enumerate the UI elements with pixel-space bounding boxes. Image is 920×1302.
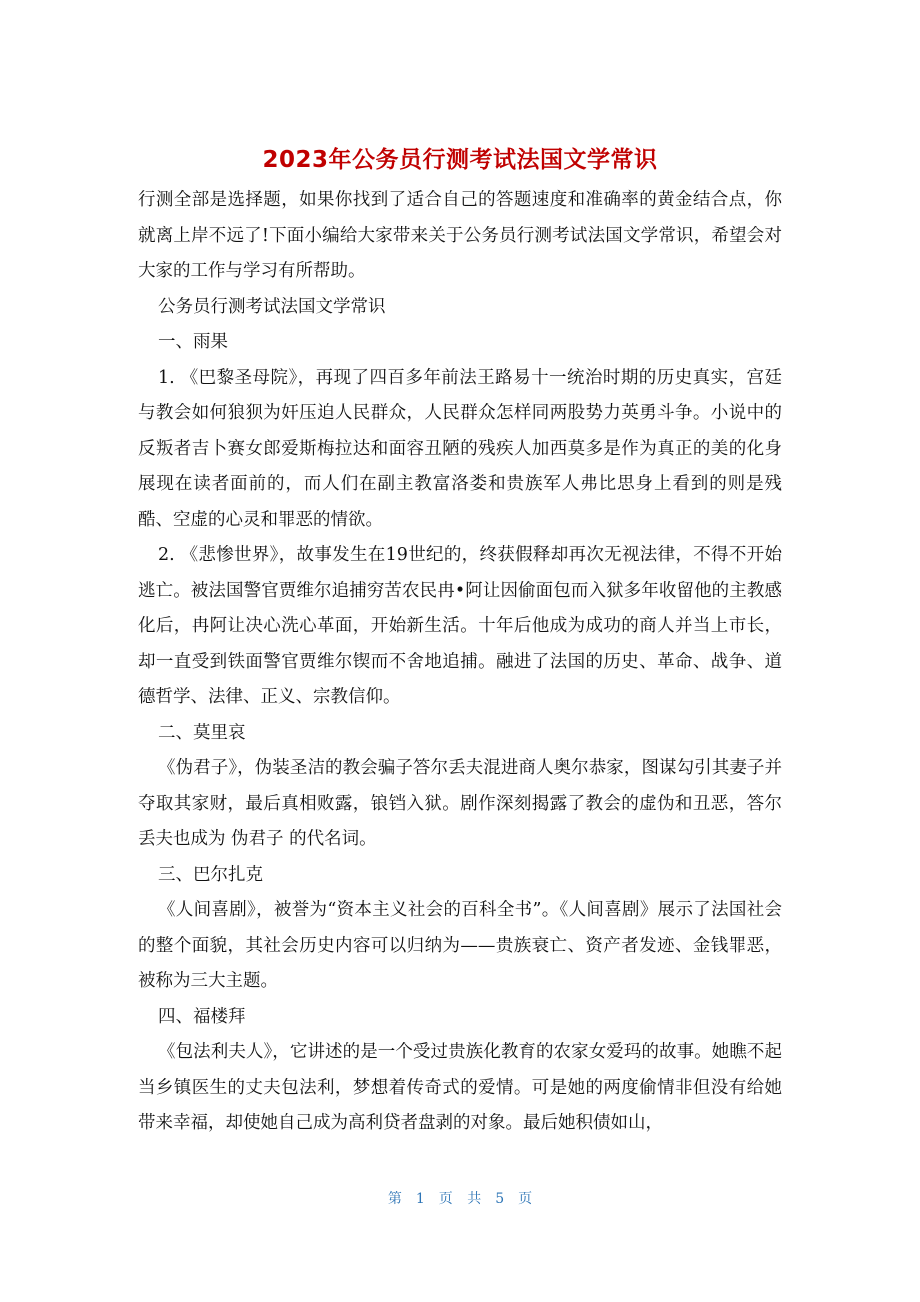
paragraph-notre-dame: 1. 《巴黎圣母院》，再现了四百多年前法王路易十一统治时期的历史真实，宫廷与教会如何狼狈为奸压迫人民群众，人民群众怎样同两股势力英勇斗争。小说中的反叛者吉卜赛女郎爱斯梅拉达和面容丑陋的残疾人加西莫多是作为真正的美的化身展现在读者面前的，而人们在副主教富洛娄和贵族军人弗比思身上看到的则是残酷、空虚的心灵和罪恶的情欲。 xyxy=(138,367,782,530)
footer-page-label: 第 xyxy=(387,1191,402,1207)
paragraph-tartuffe: 《伪君子》，伪装圣洁的教会骗子答尔丢夫混进商人奥尔恭家，图谋勾引其妻子并夺取其家财，最后真相败露，锒铛入狱。剧作深刻揭露了教会的虚伪和丑恶，答尔丢夫也成为 伪君子 的代名词。 xyxy=(138,758,782,849)
page-footer xyxy=(0,1188,920,1208)
paragraph-madame-bovary: 《包法利夫人》，它讲述的是一个受过贵族化教育的农家女爱玛的故事。她瞧不起当乡镇医生的丈夫包法利，梦想着传奇式的爱情。可是她的两度偷情非但没有给她带来幸福，却使她自己成为高利贷者盘剥的对象。最后她积债如山， xyxy=(138,1042,782,1133)
paragraph-intro: 行测全部是选择题，如果你找到了适合自己的答题速度和准确率的黄金结合点，你就离上岸不远了!下面小编给大家带来关于公务员行测考试法国文学常识，希望会对大家的工作与学习有所帮助。 xyxy=(138,190,782,281)
section-heading-moliere: 二、莫里哀 xyxy=(158,722,246,743)
footer-total-pages: 5 xyxy=(495,1191,505,1207)
section-heading-flaubert: 四、福楼拜 xyxy=(158,1006,246,1027)
section-heading-hugo: 一、雨果 xyxy=(158,332,228,352)
paragraph-subtitle: 公务员行测考试法国文学常识 xyxy=(158,296,386,317)
paragraph-les-miserables: 2. 《悲惨世界》，故事发生在19世纪的，终获假释却再次无视法律，不得不开始逃亡。被法国警官贾维尔追捕穷苦农民冉•阿让因偷面包而入狱多年收留他的主教感化后，冉阿让决心洗心革面，开始新生活。十年后他成为成功的商人并当上市长，却一直受到铁面警官贾维尔锲而不舍地追捕。融进了法国的历史、革命、战争、道德哲学、法律、正义、宗教信仰。 xyxy=(138,545,782,707)
footer-current-page: 1 xyxy=(415,1191,425,1207)
footer-middle-label: 页 共 xyxy=(438,1191,482,1207)
footer-end-label: 页 xyxy=(518,1191,533,1207)
section-heading-balzac: 三、巴尔扎克 xyxy=(158,864,263,885)
document-title: 2023年公务员行测考试法国文学常识 xyxy=(262,147,658,173)
paragraph-human-comedy: 《人间喜剧》，被誉为“资本主义社会的百科全书”。《人间喜剧》展示了法国社会的整个面貌，其社会历史内容可以归纳为——贵族衰亡、资产者发迹、金钱罪恶，被称为三大主题。 xyxy=(138,900,782,991)
document-body xyxy=(138,183,782,1142)
